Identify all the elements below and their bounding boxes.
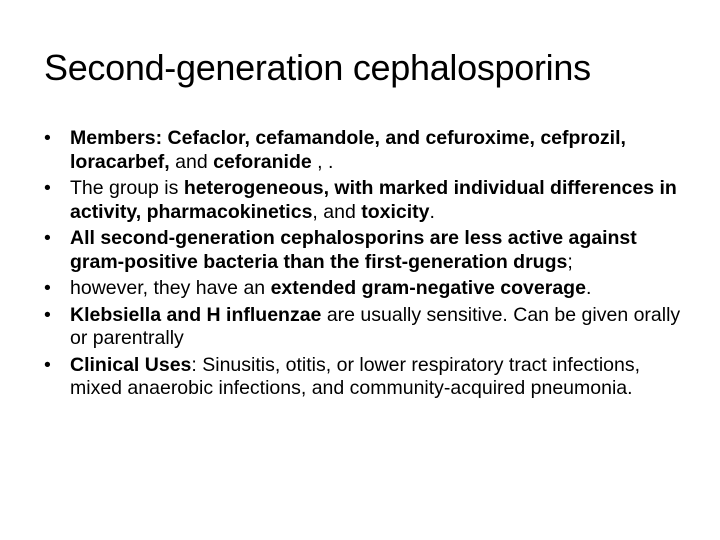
bullet-icon: • <box>44 277 51 299</box>
bullet-item <box>44 127 684 174</box>
bullet-text-segment: however, they have an <box>70 277 271 299</box>
bullet-text-segment: : Sinusitis, otitis, or lower respiratory tract infections, mixed anaerobic infections, and community-acquired pneumonia. <box>70 353 641 399</box>
bullet-item <box>44 354 684 401</box>
bullet-icon: • <box>44 353 51 376</box>
bullet-icon: • <box>44 303 51 326</box>
bullet-text-segment: The group is <box>70 177 184 199</box>
bullet-item <box>44 227 684 274</box>
bullet-text-segment: , . <box>311 150 334 173</box>
bullet-text-segment: ceforanide <box>213 150 312 173</box>
bullet-text-segment: extended gram-negative coverage <box>270 277 586 299</box>
bullet-text-segment: ; <box>567 250 573 273</box>
bullet-text-segment: and <box>169 150 214 173</box>
bullet-item <box>44 277 684 301</box>
bullet-text-segment: , and <box>312 200 362 223</box>
bullet-text-segment: All second-generation cephalosporins are less active against gram-positive bacteria than the first-generation drugs <box>70 227 637 273</box>
bullet-text-segment: are usually sensitive. Can be given orally or parentrally <box>70 303 681 349</box>
bullet-icon: • <box>44 127 51 149</box>
bullet-text-segment: toxicity <box>361 200 430 223</box>
bullet-icon: • <box>44 227 51 249</box>
bullet-text-segment: Klebsiella and H influenzae <box>70 303 322 326</box>
bullet-item <box>44 177 684 224</box>
bullet-text-segment: heterogeneous, with marked individual differences in activity, pharmacokinetics <box>70 177 677 223</box>
bullet-icon: • <box>44 177 51 199</box>
bullet-list <box>44 127 684 404</box>
bullet-text-segment: Members: Cefaclor, cefamandole, and cefuroxime, cefprozil, loracarbef, <box>70 127 626 173</box>
bullet-text-segment: . <box>429 200 435 223</box>
bullet-item <box>44 304 684 351</box>
slide-title: Second-generation cephalosporins <box>44 47 591 88</box>
bullet-text-segment: . <box>585 277 592 299</box>
bullet-text-segment: Clinical Uses <box>70 353 192 376</box>
